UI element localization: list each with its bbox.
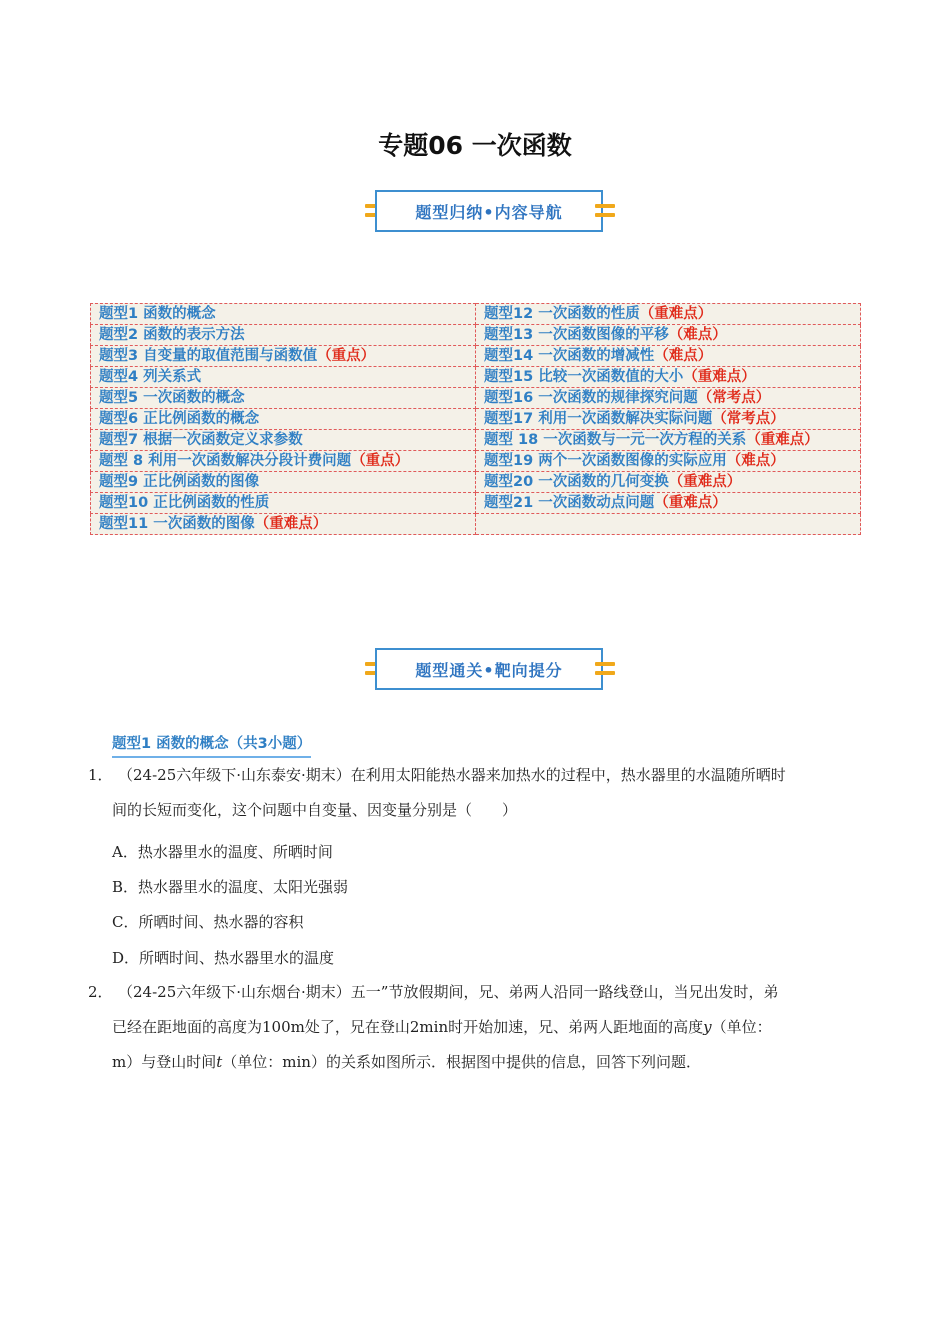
toc-item[interactable]	[91, 325, 476, 346]
banner-label: 题型通关•靶向提分	[375, 648, 603, 690]
toc-item-label: 题型11 一次函数的图像	[99, 516, 255, 532]
toc-item[interactable]	[476, 325, 861, 346]
toc-row	[91, 430, 861, 451]
toc-item[interactable]	[91, 430, 476, 451]
toc-row	[91, 346, 861, 367]
toc-row	[91, 388, 861, 409]
toc-item-label: 题型10 正比例函数的性质	[99, 495, 270, 511]
toc-row	[91, 304, 861, 325]
question-text: 间的长短而变化，这个问题中自变量、因变量分别是（ ）	[112, 801, 518, 819]
toc-item-label: 题型13 一次函数图像的平移	[484, 327, 669, 343]
question-text: m）与登山时间t（单位：min）的关系如图所示．根据图中提供的信息，回答下列问题．	[112, 1053, 701, 1071]
toc-item-label: 题型21 一次函数动点问题	[484, 495, 655, 511]
toc-item[interactable]	[476, 346, 861, 367]
difficulty-tag: （重难点）	[654, 495, 727, 511]
toc-item[interactable]	[91, 304, 476, 325]
toc-item-label: 题型 8 利用一次函数解决分段计费问题	[99, 453, 352, 469]
toc-item-label: 题型 18 一次函数与一元一次方程的关系	[484, 432, 747, 448]
toc-item-label: 题型12 一次函数的性质	[484, 306, 640, 322]
toc-item-label: 题型19 两个一次函数图像的实际应用	[484, 453, 727, 469]
section-banner-practice	[0, 648, 950, 694]
option-b: B．热水器里水的温度、太阳光强弱	[112, 878, 349, 896]
toc-item-label: 题型1 函数的概念	[99, 306, 216, 322]
difficulty-tag: （重难点）	[639, 306, 713, 322]
toc-item[interactable]	[91, 367, 476, 388]
section-heading: 题型1 函数的概念（共3小题）	[112, 732, 311, 758]
toc-item[interactable]	[91, 514, 476, 535]
toc-row	[91, 472, 861, 493]
toc-item[interactable]	[91, 388, 476, 409]
toc-item[interactable]	[91, 493, 476, 514]
page-title: 专题06 一次函数	[378, 131, 572, 160]
toc-item-label: 题型6 正比例函数的概念	[99, 411, 260, 427]
toc-item[interactable]	[476, 430, 861, 451]
option-a: A．热水器里水的温度、所晒时间	[112, 843, 333, 861]
toc-item-label: 题型17 利用一次函数解决实际问题	[484, 411, 713, 427]
toc-row	[91, 514, 861, 535]
toc-item-label: 题型4 列关系式	[99, 369, 202, 385]
toc-item[interactable]	[476, 409, 861, 430]
question-2	[88, 975, 858, 1080]
question-text: （24-25六年级下·山东泰安·期末）在利用太阳能热水器来加热水的过程中，热水器里的水温随所晒时	[118, 766, 786, 784]
question-text: （24-25六年级下·山东烟台·期末）五一”节放假期间，兄、弟两人沿同一路线登山，当兄出发时，弟	[118, 983, 779, 1001]
toc-item	[476, 514, 861, 535]
toc-table	[90, 303, 861, 535]
difficulty-tag: （重点）	[317, 348, 376, 364]
toc-item[interactable]	[476, 451, 861, 472]
toc-item-label: 题型5 一次函数的概念	[99, 390, 245, 406]
option-d: D．所晒时间、热水器里水的温度	[112, 949, 335, 967]
toc-item[interactable]	[476, 388, 861, 409]
difficulty-tag: （难点）	[668, 327, 727, 343]
question-number: 1．	[88, 766, 113, 784]
question-number: 2．	[88, 983, 113, 1001]
toc-row	[91, 325, 861, 346]
toc-item-label: 题型7 根据一次函数定义求参数	[99, 432, 303, 448]
banner-label: 题型归纳•内容导航	[375, 190, 603, 232]
toc-item[interactable]	[476, 367, 861, 388]
toc-row	[91, 409, 861, 430]
toc-item-label: 题型3 自变量的取值范围与函数值	[99, 348, 318, 364]
difficulty-tag: （难点）	[726, 453, 785, 469]
toc-item[interactable]	[91, 472, 476, 493]
option-c: C．所晒时间、热水器的容积	[112, 913, 304, 931]
difficulty-tag: （难点）	[654, 348, 713, 364]
toc-item-label: 题型2 函数的表示方法	[99, 327, 245, 343]
difficulty-tag: （重难点）	[254, 516, 328, 532]
math-variable: y	[703, 1018, 712, 1036]
difficulty-tag: （重点）	[351, 453, 410, 469]
equals-decoration-icon	[595, 662, 615, 676]
toc-row	[91, 451, 861, 472]
difficulty-tag: （重难点）	[668, 474, 742, 490]
toc-item-label: 题型20 一次函数的几何变换	[484, 474, 669, 490]
toc-row	[91, 493, 861, 514]
section-banner-toc	[0, 190, 950, 236]
toc-row	[91, 367, 861, 388]
math-value: 100m	[262, 1018, 305, 1036]
difficulty-tag: （重难点）	[746, 432, 819, 448]
toc-item[interactable]	[476, 493, 861, 514]
difficulty-tag: （重难点）	[683, 369, 756, 385]
toc-item[interactable]	[91, 346, 476, 367]
toc-item-label: 题型16 一次函数的规律探究问题	[484, 390, 698, 406]
toc-item[interactable]	[91, 409, 476, 430]
toc-item-label: 题型15 比较一次函数值的大小	[484, 369, 684, 385]
toc-item[interactable]	[476, 304, 861, 325]
toc-item[interactable]	[476, 472, 861, 493]
toc-item-label: 题型9 正比例函数的图像	[99, 474, 260, 490]
question-1	[88, 758, 858, 828]
difficulty-tag: （常考点）	[712, 411, 785, 427]
math-value: 2min	[409, 1018, 449, 1036]
question-text: 已经在距地面的高度为100m处了，兄在登山2min时开始加速，兄、弟两人距地面的高度y（单位：	[112, 1018, 772, 1036]
toc-item-label: 题型14 一次函数的增减性	[484, 348, 655, 364]
equals-decoration-icon	[595, 204, 615, 218]
math-variable: t	[216, 1053, 223, 1071]
difficulty-tag: （常考点）	[697, 390, 771, 406]
toc-item[interactable]	[91, 451, 476, 472]
